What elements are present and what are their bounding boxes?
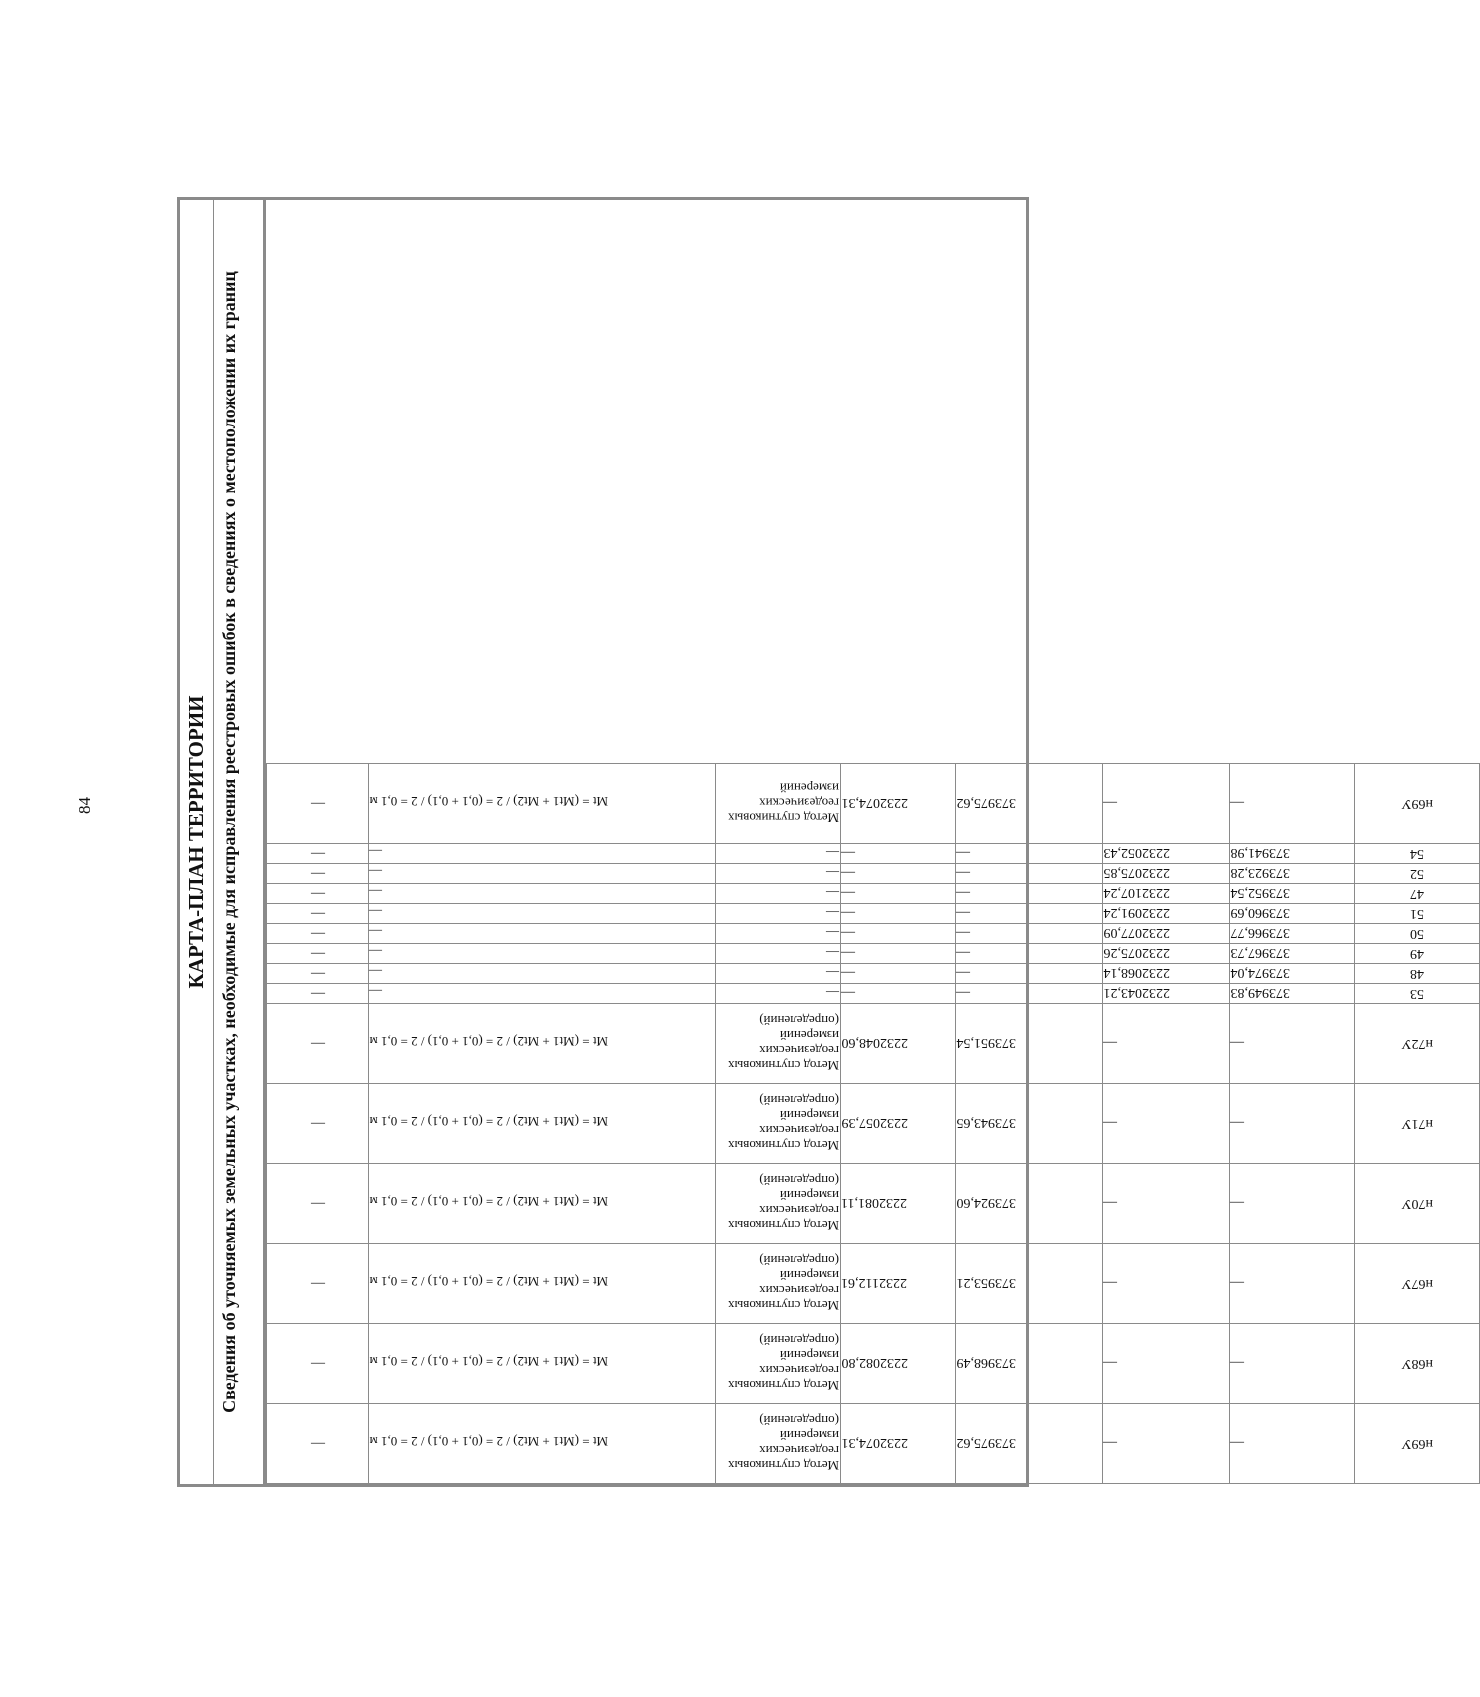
cell-point: н70У <box>1355 1164 1480 1244</box>
cell-x-new: 373953,21 <box>956 1244 1103 1324</box>
cell-method: Метод спутниковых геодезических измерений (определений) <box>716 1244 841 1324</box>
cell-formula: — <box>369 924 716 944</box>
cell-point: 49 <box>1355 944 1480 964</box>
cell-x-old: — <box>1230 1164 1355 1244</box>
cell-y-old: — <box>1103 1404 1230 1484</box>
cell-note: — <box>267 1404 369 1484</box>
cell-x-old: — <box>1230 1084 1355 1164</box>
cell-method: Метод спутниковых геодезических измерений (определений) <box>716 1004 841 1084</box>
cell-formula: — <box>369 964 716 984</box>
cell-x-new: — <box>956 964 1103 984</box>
cell-method: Метод спутниковых геодезических измерений (определений) <box>716 1404 841 1484</box>
cell-note: — <box>267 964 369 984</box>
cell-point: 48 <box>1355 964 1480 984</box>
cell-y-old: — <box>1103 764 1230 844</box>
cell-x-new: 373968,49 <box>956 1324 1103 1404</box>
cell-method: — <box>716 964 841 984</box>
cell-point: 50 <box>1355 924 1480 944</box>
cell-x-new: — <box>956 924 1103 944</box>
cell-y-old: 2232068,14 <box>1103 964 1230 984</box>
cell-note: — <box>267 904 369 924</box>
cell-y-old: — <box>1103 1324 1230 1404</box>
cell-y-old: 2232043,21 <box>1103 984 1230 1004</box>
cell-x-new: 373924,60 <box>956 1164 1103 1244</box>
cell-x-new: 373951,54 <box>956 1004 1103 1084</box>
cell-note: — <box>267 844 369 864</box>
table-row <box>1103 764 1230 1484</box>
cell-x-old: 373941,98 <box>1230 844 1355 864</box>
cell-formula: Mt = (Mt1 + Mt2) / 2 = (0,1 + 0,1) / 2 = 0,1 м <box>369 764 716 844</box>
cell-x-old: 373966,77 <box>1230 924 1355 944</box>
cell-x-old: — <box>1230 764 1355 844</box>
document-sheet <box>177 197 1433 1487</box>
cell-x-new: — <box>956 864 1103 884</box>
cell-method: — <box>716 944 841 964</box>
cell-y-old: — <box>1103 1004 1230 1084</box>
cell-x-old: — <box>1230 1324 1355 1404</box>
cell-point: 53 <box>1355 984 1480 1004</box>
cell-method: — <box>716 924 841 944</box>
cell-x-new: — <box>956 944 1103 964</box>
cell-y-old: — <box>1103 1164 1230 1244</box>
section-subtitle: Сведения об уточняемых земельных участках, необходимые для исправления реестровых ошибок в сведениях о местоположении их границ <box>214 200 266 1484</box>
cell-method: — <box>716 904 841 924</box>
cell-y-new: — <box>841 944 956 964</box>
cell-y-new: 2232074,31 <box>841 764 956 844</box>
cell-x-old: 373952,54 <box>1230 884 1355 904</box>
cell-y-new: — <box>841 844 956 864</box>
cell-y-new: — <box>841 964 956 984</box>
cell-point: 51 <box>1355 904 1480 924</box>
page-number: 84 <box>75 797 94 814</box>
cell-y-new: 2232082,80 <box>841 1324 956 1404</box>
cell-note: — <box>267 1004 369 1084</box>
cell-note: — <box>267 1324 369 1404</box>
cell-formula: — <box>369 864 716 884</box>
table-row <box>841 764 956 1484</box>
cell-note: — <box>267 864 369 884</box>
cell-x-new: 373943,65 <box>956 1084 1103 1164</box>
coordinates-table <box>266 763 1480 1484</box>
cell-y-new: 2232057,39 <box>841 1084 956 1164</box>
cell-method: — <box>716 844 841 864</box>
cell-x-old: 373974,04 <box>1230 964 1355 984</box>
table-row <box>267 764 369 1484</box>
table-row <box>716 764 841 1484</box>
cell-formula: Mt = (Mt1 + Mt2) / 2 = (0,1 + 0,1) / 2 = 0,1 м <box>369 1084 716 1164</box>
table-row <box>1355 764 1480 1484</box>
cell-point: 52 <box>1355 864 1480 884</box>
cell-x-old: 373960,69 <box>1230 904 1355 924</box>
cell-x-new: — <box>956 884 1103 904</box>
cell-y-new: 2232081,11 <box>841 1164 956 1244</box>
cell-formula: — <box>369 944 716 964</box>
cell-note: — <box>267 884 369 904</box>
cell-point: н71У <box>1355 1084 1480 1164</box>
cell-method: Метод спутниковых геодезических измерений (определений) <box>716 1084 841 1164</box>
table-row <box>956 764 1103 1484</box>
cell-method: Метод спутниковых геодезических измерений (определений) <box>716 1164 841 1244</box>
cell-point: 54 <box>1355 844 1480 864</box>
cell-method: — <box>716 984 841 1004</box>
cell-note: — <box>267 924 369 944</box>
cell-method: Метод спутниковых геодезических измерений (определений) <box>716 1324 841 1404</box>
cell-x-new: — <box>956 844 1103 864</box>
cell-x-new: 373975,62 <box>956 764 1103 844</box>
cell-note: — <box>267 1164 369 1244</box>
cell-method: — <box>716 884 841 904</box>
cell-note: — <box>267 1244 369 1324</box>
cell-x-old: 373967,73 <box>1230 944 1355 964</box>
cell-formula: Mt = (Mt1 + Mt2) / 2 = (0,1 + 0,1) / 2 = 0,1 м <box>369 1404 716 1484</box>
cell-x-new: — <box>956 984 1103 1004</box>
cell-y-old: — <box>1103 1244 1230 1324</box>
cell-x-old: 373923,28 <box>1230 864 1355 884</box>
cell-y-new: — <box>841 904 956 924</box>
cell-y-old: — <box>1103 1084 1230 1164</box>
cell-y-new: 2232112,61 <box>841 1244 956 1324</box>
cell-formula: — <box>369 904 716 924</box>
cell-y-old: 2232052,43 <box>1103 844 1230 864</box>
cell-formula: — <box>369 884 716 904</box>
cell-point: н69У <box>1355 1404 1480 1484</box>
cell-method: — <box>716 864 841 884</box>
cell-x-old: 373949,83 <box>1230 984 1355 1004</box>
cell-note: — <box>267 764 369 844</box>
cell-formula: Mt = (Mt1 + Mt2) / 2 = (0,1 + 0,1) / 2 = 0,1 м <box>369 1324 716 1404</box>
cell-point: н67У <box>1355 1244 1480 1324</box>
cell-note: — <box>267 1084 369 1164</box>
cell-formula: — <box>369 844 716 864</box>
page-title: КАРТА-ПЛАН ТЕРРИТОРИИ <box>180 200 214 1484</box>
cell-point: н72У <box>1355 1004 1480 1084</box>
cell-y-new: — <box>841 884 956 904</box>
cell-point: н69У <box>1355 764 1480 844</box>
cell-y-old: 2232077,09 <box>1103 924 1230 944</box>
cell-formula: — <box>369 984 716 1004</box>
cell-y-new: — <box>841 924 956 944</box>
cell-formula: Mt = (Mt1 + Mt2) / 2 = (0,1 + 0,1) / 2 = 0,1 м <box>369 1164 716 1244</box>
cell-y-new: 2232048,60 <box>841 1004 956 1084</box>
cell-x-old: — <box>1230 1244 1355 1324</box>
cell-note: — <box>267 944 369 964</box>
cell-y-new: 2232074,31 <box>841 1404 956 1484</box>
cell-x-new: 373975,62 <box>956 1404 1103 1484</box>
cell-formula: Mt = (Mt1 + Mt2) / 2 = (0,1 + 0,1) / 2 = 0,1 м <box>369 1244 716 1324</box>
cell-formula: Mt = (Mt1 + Mt2) / 2 = (0,1 + 0,1) / 2 = 0,1 м <box>369 1004 716 1084</box>
table-row <box>369 764 716 1484</box>
cell-y-new: — <box>841 984 956 1004</box>
cell-x-new: — <box>956 904 1103 924</box>
cell-note: — <box>267 984 369 1004</box>
table-row <box>1230 764 1355 1484</box>
cell-y-old: 2232091,24 <box>1103 904 1230 924</box>
cell-point: н68У <box>1355 1324 1480 1404</box>
cell-x-old: — <box>1230 1004 1355 1084</box>
cell-y-new: — <box>841 864 956 884</box>
cell-y-old: 2232107,24 <box>1103 884 1230 904</box>
cell-x-old: — <box>1230 1404 1355 1484</box>
cell-y-old: 2232075,85 <box>1103 864 1230 884</box>
cell-method: Метод спутниковых геодезических измерений <box>716 764 841 844</box>
cell-point: 47 <box>1355 884 1480 904</box>
cell-y-old: 2232075,26 <box>1103 944 1230 964</box>
